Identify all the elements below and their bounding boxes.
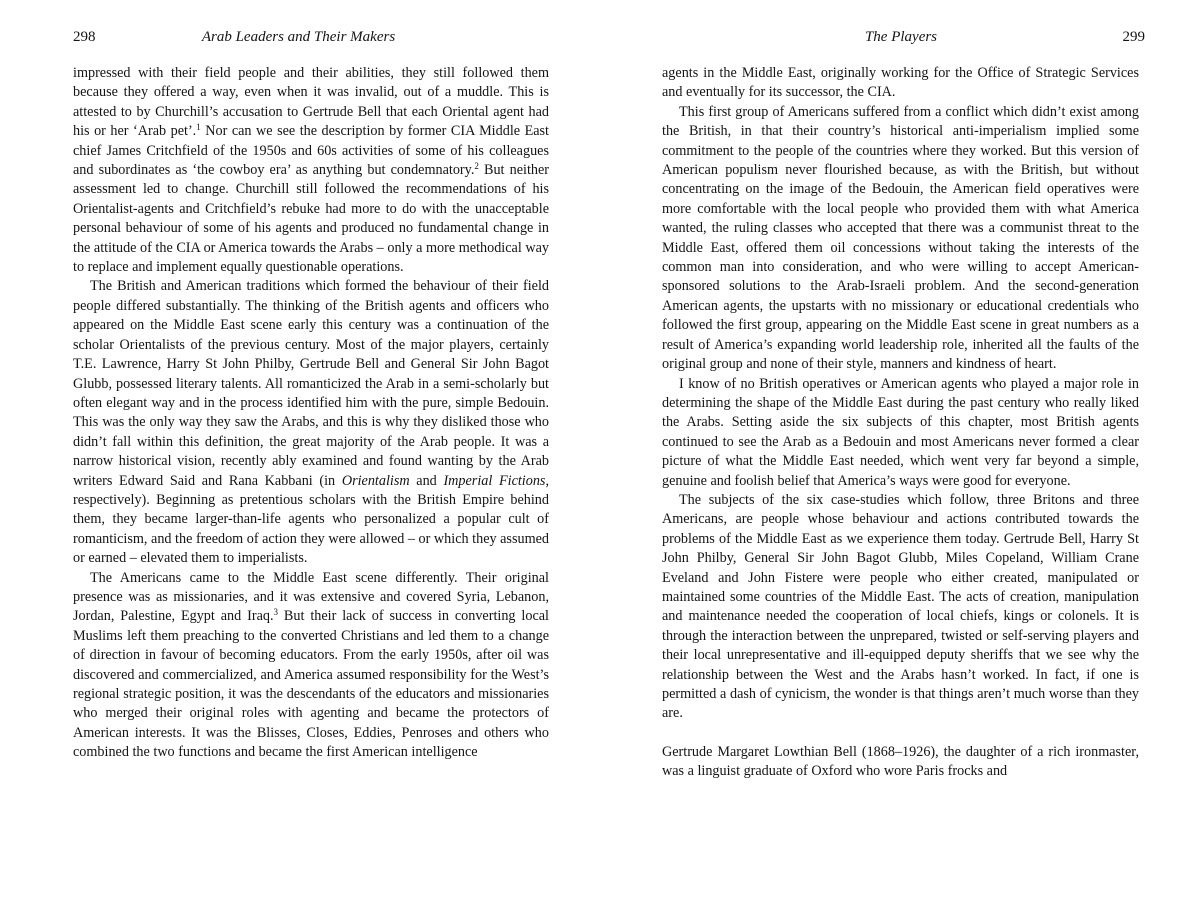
paragraph <box>73 569 549 763</box>
page-number: 298 <box>73 29 96 45</box>
running-head: Arab Leaders and Their Makers <box>201 29 396 45</box>
paragraph: This first group of Americans suffered from a conflict which didn’t exist among the British, in that their country’s historical anti-imperialism implied some commitment to the people of the countries where they worked. But this version of American populism never flourished because, as with the British, but without concentrating on the image of the Bedouin, the American field operatives were more comfortable with the local people who provided them with what America wanted, the ruling classes who accepted that there was a communist threat to the Middle East, offered them oil concessions without taking the interests of the common man into consideration, and who were willing to accept American-sponsored solutions to the Arab-Israeli problem. And the second-generation American agents, the upstarts with no missionary or educational credentials who followed the first group, appearing on the Middle East scene in great numbers as a result of America’s expanding world leadership role, inherited all the faults of the original group and none of their style, manners and kindness of heart. <box>662 103 1139 373</box>
paragraph: The subjects of the six case-studies which follow, three Britons and three Americans, are people whose behaviour and actions contributed towards the problems of the Middle East as we experience them today. Gertrude Bell, Harry St John Philby, General Sir John Bagot Glubb, Miles Copeland, William Crane Eveland and John Fistere were people who either created, manipulated or maintained some countries of the Middle East. The acts of creation, manipulation and maintenance needed the cooperation of local chiefs, kings or colonels. It is through the interaction between the unprepared, twisted or self-serving players and their local unrepresentative and ill-equipped deputy sheriffs that we see why the relationship between the West and the Arabs hasn’t worked. In fact, if one is permitted a dash of cynicism, the wonder is that things aren’t much worse than they are. <box>662 491 1139 722</box>
paragraph: agents in the Middle East, originally working for the Office of Strategic Services and eventually for its successor, the CIA. <box>662 65 1139 101</box>
text-run: The Americans came to the Middle East scene differently. Their original presence was as missionaries, and it was extensive and covered Syria, Lebanon, Jordan, Palestine, Egypt and Iraq. <box>73 569 549 625</box>
book-title: Imperial Fictions <box>443 472 546 489</box>
text-run: impressed with their field people and their abilities, they still followed them because they offered a way, even when it was invalid, out of a muddle. This is attested to by Churchill’s accusation to Gertrude Bell that each Oriental agent had his or her ‘Arab pet’. <box>73 65 549 140</box>
footnote-ref: 2 <box>474 161 479 172</box>
body-text <box>73 64 549 763</box>
footnote-ref: 3 <box>273 607 279 618</box>
text-run: , respectively). Beginning as pretentious scholars with the British Empire behind them, they became larger-than-life agents who personalized a popular cult of romanticism, and the freedom of action they were allowed – or which they assumed or earned – elevated them to imperialists. <box>73 472 550 567</box>
paragraph <box>73 64 549 277</box>
book-title: Orientalism <box>341 472 410 489</box>
paragraph: Gertrude Margaret Lowthian Bell (1868–1926), the daughter of a rich ironmaster, was a linguist graduate of Oxford who wore Paris frocks and <box>662 743 1139 780</box>
paragraph <box>73 277 549 568</box>
page-number: 299 <box>1122 29 1145 45</box>
text-run: But neither assessment led to change. Churchill still followed the recommendations of his Orientalist-agents and Critchfield’s rebuke had more to do with the unacceptable personal behaviour of some of his agents and produced no fundamental change in the attitude of the CIA or America towards the Arabs – only a more methodical way to replace and implement equally questionable operations. <box>73 162 550 276</box>
right-page <box>597 0 1195 898</box>
text-run: But their lack of success in converting local Muslims left them preaching to the converted Christians and led them to a change of direction in favour of becoming educators. From the early 1950s, after oil was discovered and commercialized, and America assumed responsibility for the West’s regional strategic position, it was the descendants of the educators and missionaries who merged their original roles with agenting and became the protectors of American interests. It was the Blisses, Closes, Eddies, Penroses and others who combined the two functions and became the first American intelligence <box>73 608 549 761</box>
paragraph: I know of no British operatives or American agents who played a major role in determining the shape of the Middle East during the past century who really liked the Arabs. Setting aside the six subjects of this chapter, most British agents continued to see the Arab as a Bedouin and most Americans never formed a clear picture of what the Middle East needed, which went very far beyond a simple, genuine and foolish belief that America’s ways were good for everyone. <box>662 375 1139 489</box>
footnote-ref: 1 <box>196 122 201 133</box>
running-head: The Players <box>864 29 938 45</box>
text-run: Nor can we see the description by former CIA Middle East chief James Critchfield of the 1950s and 60s activities of some of his colleagues and subordinates as ‘the cowboy era’ as anything but condemnatory. <box>73 123 549 179</box>
left-page <box>0 0 597 898</box>
text-run: The British and American traditions which formed the behaviour of their field people differed substantially. The thinking of the British agents and officers who appeared on the Middle East scene early this century was a continuation of the scholar Orientalists of the previous century. Most of the major players, certainly T.E. Lawrence, Harry St John Philby, Gertrude Bell and General Sir John Bagot Glubb, possessed literary talents. All romanticized the Arab in a semi-scholarly but often elegant way and in the process identified him with the pure, simple Bedouin. This was the only way they saw the Arabs, and this is why they disliked those who didn’t fall within this definition, the great majority of the Arab people. It was a narrow historical vision, recently ably examined and found wanting by the Arab writers Edward Said and Rana Kabbani (in <box>73 278 549 489</box>
text-run: and <box>409 472 444 489</box>
body-text <box>662 64 1139 782</box>
